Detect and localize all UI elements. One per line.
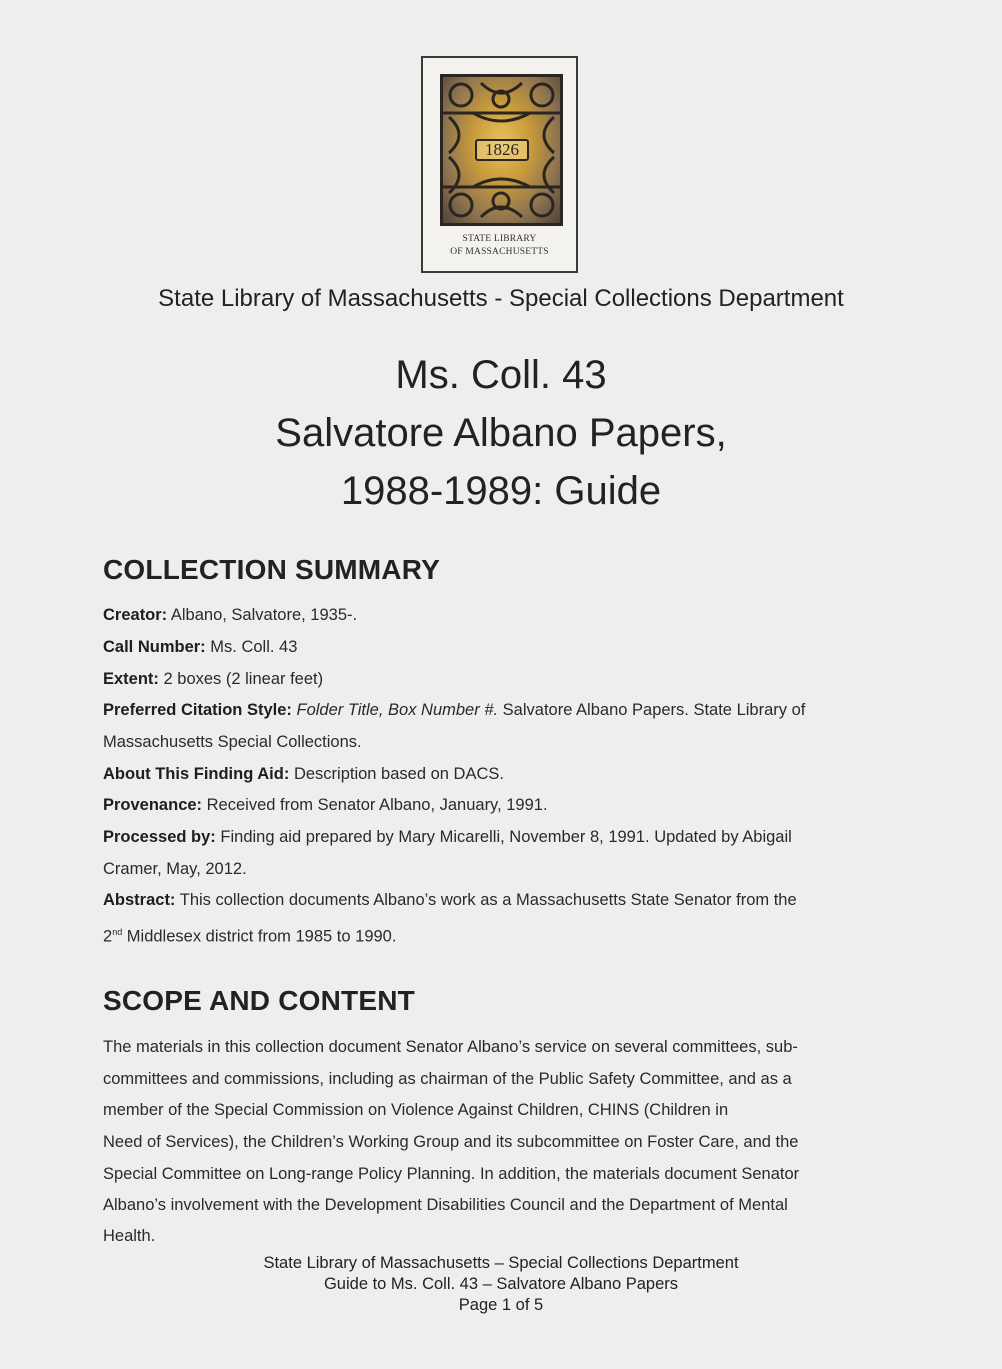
processed-by-label: Processed by: (103, 828, 216, 846)
scope-line: member of the Special Commission on Violence Against Children, CHINS (Children in (103, 1101, 729, 1119)
logo-caption-line1: STATE LIBRARY (462, 234, 537, 244)
abstract-label: Abstract: (103, 891, 176, 909)
citation-field (103, 694, 893, 758)
provenance-value: Received from Senator Albano, January, 1991. (206, 796, 548, 814)
abstract-district-suffix: nd (112, 927, 123, 937)
title-line-2: Salvatore Albano Papers, (275, 411, 727, 455)
processed-by-value: Finding aid prepared by Mary Micarelli, November 8, 1991. Updated by Abigail (220, 828, 792, 846)
abstract-district-number: 2 (103, 927, 113, 946)
collection-summary-heading: COLLECTION SUMMARY (103, 554, 440, 585)
logo-year: 1826 (475, 139, 529, 161)
call-number-value: Ms. Coll. 43 (210, 638, 298, 656)
scope-line: committees and commissions, including as chairman of the Public Safety Committee, and as a (103, 1070, 792, 1088)
processed-by-field (103, 821, 893, 885)
citation-value-continued: Massachusetts Special Collections. (103, 733, 362, 751)
scope-line: Albano’s involvement with the Development Disabilities Council and the Department of Mental (103, 1196, 788, 1214)
extent-label: Extent: (103, 670, 159, 688)
creator-field (103, 599, 893, 631)
scope-line: Special Committee on Long-range Policy Planning. In addition, the materials document Senator (103, 1165, 800, 1183)
provenance-label: Provenance: (103, 796, 203, 814)
finding-aid-value: Description based on DACS. (293, 765, 504, 783)
scope-line: Need of Services), the Children’s Working Group and its subcommittee on Foster Care, and the (103, 1133, 799, 1151)
citation-value: Salvatore Albano Papers. State Library of (502, 701, 806, 719)
abstract-value: This collection documents Albano’s work as a Massachusetts State Senator from the (179, 891, 797, 909)
extent-field (103, 663, 893, 695)
department-heading: State Library of Massachusetts - Special Collections Department (158, 285, 844, 312)
title-line-3: 1988-1989: Guide (340, 469, 662, 513)
call-number-field (103, 631, 893, 663)
scope-line: The materials in this collection document Senator Albano’s service on several committees, sub- (103, 1038, 798, 1056)
abstract-field (103, 884, 893, 953)
provenance-field (103, 789, 893, 821)
scope-line: Health. (103, 1227, 156, 1245)
footer-department: State Library of Massachusetts – Special Collections Department (263, 1254, 739, 1272)
creator-label: Creator: (103, 606, 168, 624)
abstract-value-continued: Middlesex district from 1985 to 1990. (126, 927, 397, 946)
scope-content-heading: SCOPE AND CONTENT (103, 985, 415, 1016)
extent-value: 2 boxes (2 linear feet) (163, 670, 324, 688)
call-number-label: Call Number: (103, 638, 206, 656)
finding-aid-label: About This Finding Aid: (103, 765, 290, 783)
citation-italic: Folder Title, Box Number #. (296, 701, 499, 719)
finding-aid-field (103, 758, 893, 790)
creator-value: Albano, Salvatore, 1935-. (170, 606, 358, 624)
processed-by-value-continued: Cramer, May, 2012. (103, 860, 247, 878)
stained-glass-window-emblem (440, 74, 563, 226)
footer-guide-title: Guide to Ms. Coll. 43 – Salvatore Albano Papers (323, 1275, 679, 1293)
citation-label: Preferred Citation Style: (103, 701, 292, 719)
library-logo (421, 56, 578, 273)
logo-caption-line2: OF MASSACHUSETTS (450, 247, 549, 257)
title-line-1: Ms. Coll. 43 (395, 353, 607, 397)
footer-page-number: Page 1 of 5 (458, 1296, 544, 1314)
